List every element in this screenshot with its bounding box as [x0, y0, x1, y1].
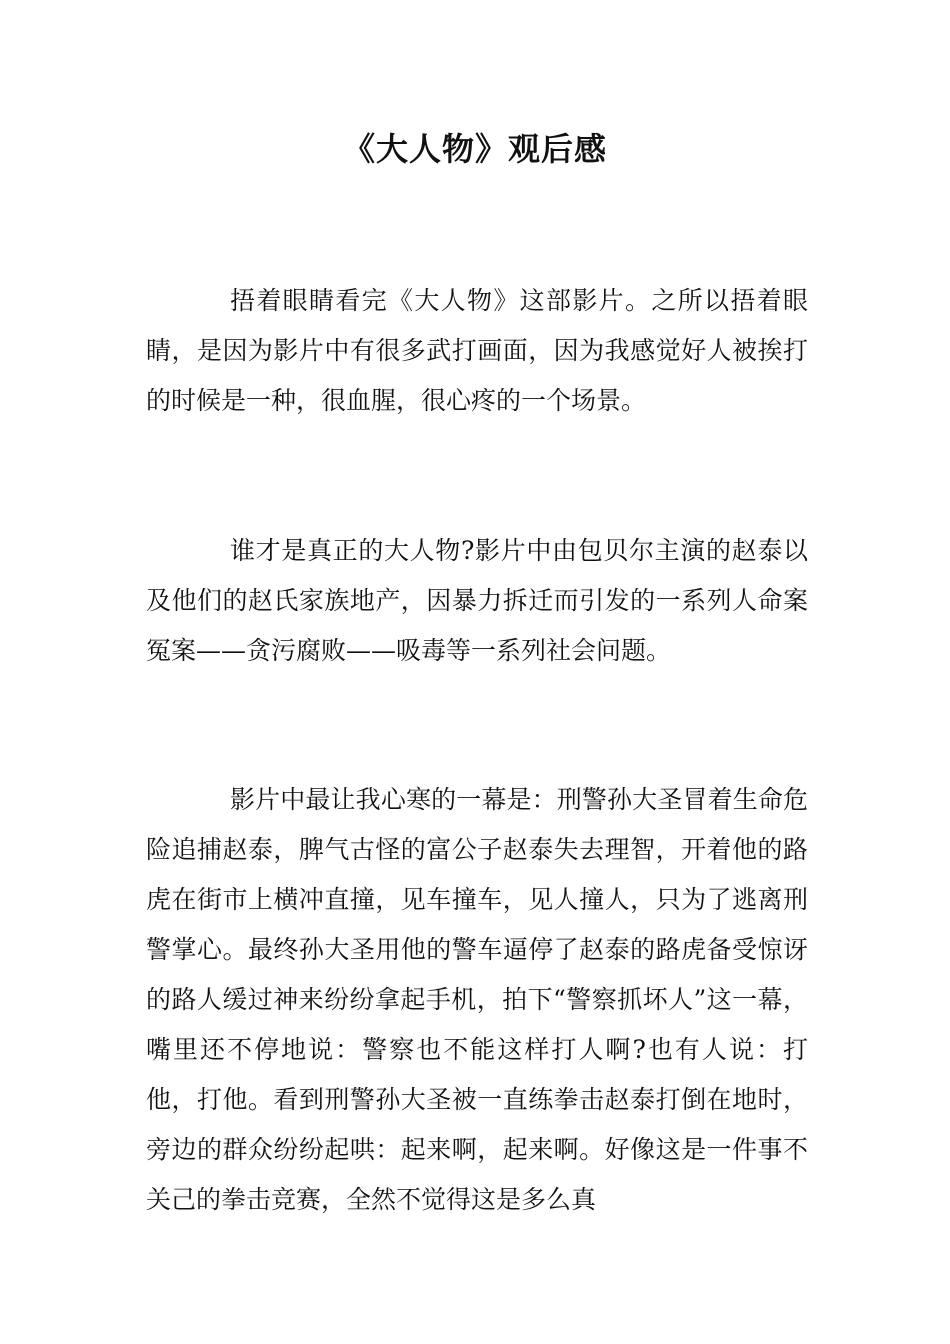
paragraph-3: 影片中最让我心寒的一幕是：刑警孙大圣冒着生命危险追捕赵泰，脾气古怪的富公子赵泰失去理智，开着他的路虎在街市上横冲直撞，见车撞车，见人撞人，只为了逃离刑警掌心。最终孙大圣用他的警车逼停了赵泰的路虎备受惊讶的路人缓过神来纷纷拿起手机，拍下“警察抓坏人”这一幕，嘴里还不停地说：警察也不能这样打人啊?也有人说：打他，打他。看到刑警孙大圣被一直练拳击赵泰打倒在地时，旁边的群众纷纷起哄：起来啊，起来啊。好像这是一件事不关己的拳击竞赛，全然不觉得这是多么真	[146, 785, 808, 1214]
paragraph-1: 捂着眼睛看完《大人物》这部影片。之所以捂着眼睛，是因为影片中有很多武打画面，因为我感觉好人被挨打的时候是一种，很血腥，很心疼的一个场景。	[146, 286, 808, 415]
paragraph-2: 谁才是真正的大人物?影片中由包贝尔主演的赵泰以及他们的赵氏家族地产，因暴力拆迁而引发的一系列人命案冤案——贪污腐败——吸毒等一系列社会问题。	[146, 536, 808, 665]
document-title: 《大人物》观后感	[342, 130, 607, 168]
